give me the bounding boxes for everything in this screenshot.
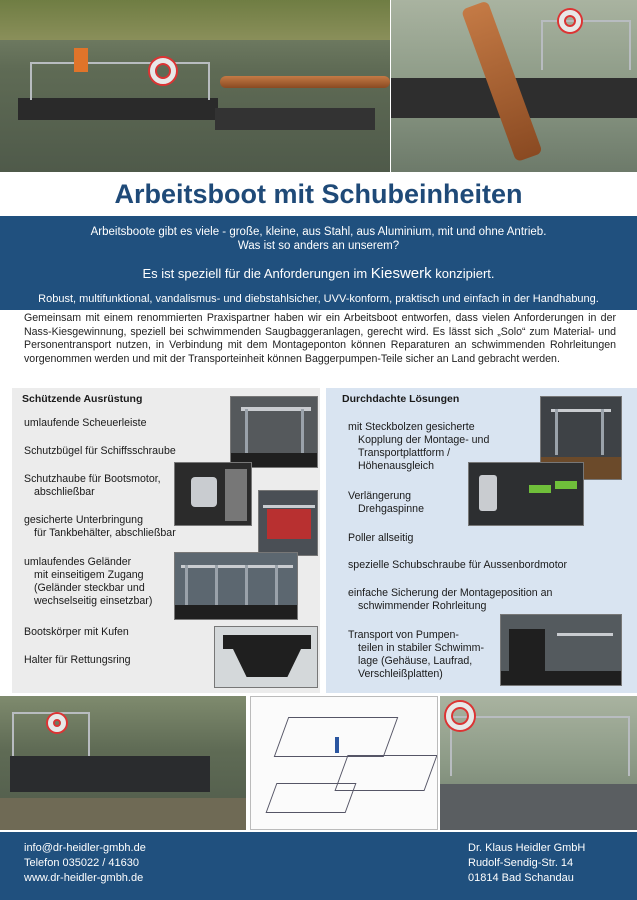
- right-feature-item-line: Poller allseitig: [348, 532, 414, 544]
- photo-railing: [174, 552, 298, 620]
- right-feature-item-line: Verlängerung: [348, 490, 412, 502]
- left-feature-item-line: für Tankbehälter, abschließbar: [34, 527, 176, 539]
- left-feature-item-line: Schutzhaube für Bootsmotor,: [24, 473, 161, 485]
- band-line-2: Was ist so anders an unserem?: [237, 240, 400, 252]
- right-feature-item-line: Transport von Pumpen-: [348, 629, 459, 641]
- right-feature-item: [348, 532, 413, 545]
- band-line-4: Robust, multifunktional, vandalismus- und diebstahlsicher, UVV-konform, praktisch und einfach in der Handhabung.: [38, 293, 599, 305]
- right-feature-item: [348, 629, 484, 681]
- intro-band: [0, 216, 637, 310]
- left-feature-item-line: umlaufende Scheuerleiste: [24, 417, 147, 429]
- photo-transport-unit: [500, 614, 622, 686]
- band-line-3: [0, 266, 637, 282]
- left-feature-item-line: Schutzbügel für Schiffsschraube: [24, 445, 176, 457]
- right-feature-item-line: Höhenausgleich: [358, 460, 434, 472]
- intro-paragraph: Gemeinsam mit einem renommierten Praxispartner haben wir ein Arbeitsboot entworfen, dass vielen Anforderungen in der Nass-Kiesgewinnung, speziell bei schwimmenden Saugbaggeranlagen, gerecht wird. Es lässt sich „Solo“ zum Material- und Personentransport nutzen, in Verbindung mit dem Montageponton können Reparaturen an schwimmenden Rohrleitungen vorgenommen werden und mit der Transporteinheit können Baggerpumpen-Teile sicher an Land gebracht werden.: [24, 312, 616, 365]
- band-line-3-pre: Es ist speziell für die Anforderungen im: [142, 266, 371, 281]
- left-feature-item-line: umlaufendes Geländer: [24, 556, 132, 568]
- bottom-drawing-technical: [250, 696, 438, 830]
- footer-city: 01814 Bad Schandau: [468, 872, 574, 884]
- left-feature-item-line: mit einseitigem Zugang: [34, 569, 144, 581]
- right-feature-item: [348, 490, 424, 516]
- footer-street: Rudolf-Sendig-Str. 14: [468, 857, 574, 869]
- footer-contact: [24, 841, 146, 886]
- footer-address: [468, 841, 585, 886]
- band-line-3-post: konzipiert.: [431, 266, 495, 281]
- right-feature-item-line: spezielle Schubschraube für Aussenbordmotor: [348, 559, 568, 571]
- right-feature-item-line: teilen in stabiler Schwimm-: [358, 642, 484, 654]
- page-title: Arbeitsboot mit Schubeinheiten: [114, 179, 523, 209]
- footer: [0, 832, 637, 900]
- left-feature-item-line: gesicherte Unterbringung: [24, 514, 143, 526]
- left-feature-item: [24, 556, 152, 608]
- photo-scheuerleiste: [230, 396, 318, 468]
- left-feature-item: [24, 654, 131, 667]
- left-feature-item-line: (Geländer steckbar und: [34, 582, 145, 594]
- right-feature-item-line: mit Steckbolzen gesicherte: [348, 421, 475, 433]
- photo-drehgaspinne: [468, 462, 584, 526]
- photo-motor-cover: [174, 462, 252, 526]
- bottom-photo-boat-railing: [440, 696, 637, 830]
- right-feature-item-line: schwimmender Rohrleitung: [358, 600, 487, 612]
- right-panel-heading: Durchdachte Lösungen: [342, 393, 460, 405]
- footer-company: Dr. Klaus Heidler GmbH: [468, 842, 586, 854]
- photo-hull-skids: [214, 626, 318, 688]
- right-feature-item-line: Verschleißplatten): [358, 668, 443, 680]
- footer-email[interactable]: info@dr-heidler-gmbh.de: [24, 842, 146, 854]
- left-feature-item: [24, 417, 147, 430]
- right-feature-item: [348, 587, 552, 613]
- right-feature-item-line: Transportplattform /: [358, 447, 451, 459]
- top-photo-boat-left: [0, 0, 390, 172]
- bottom-photo-boat-water: [0, 696, 246, 830]
- left-feature-item-line: abschließbar: [34, 486, 95, 498]
- right-feature-item-line: einfache Sicherung der Montageposition an: [348, 587, 553, 599]
- right-feature-item-line: lage (Gehäuse, Laufrad,: [358, 655, 473, 667]
- footer-phone: Telefon 035022 / 41630: [24, 857, 139, 869]
- left-feature-item-line: wechselseitig einsetzbar): [34, 595, 153, 607]
- band-line-1: Arbeitsboote gibt es viele - große, kleine, aus Stahl, aus Aluminium, mit und ohne Antrieb.: [90, 226, 547, 238]
- top-photo-pipeline-right: [391, 0, 637, 172]
- photo-tank-box: [258, 490, 318, 556]
- left-feature-item: [24, 473, 161, 499]
- left-panel-heading: Schützende Ausrüstung: [22, 393, 143, 405]
- right-feature-item-line: Drehgaspinne: [358, 503, 424, 515]
- band-keyword: Kieswerk: [370, 265, 432, 282]
- left-feature-item-line: Halter für Rettungsring: [24, 654, 131, 666]
- left-feature-item: [24, 514, 176, 540]
- right-feature-item: [348, 559, 567, 572]
- right-feature-item-line: Kopplung der Montage- und: [358, 434, 490, 446]
- left-feature-item: [24, 626, 129, 639]
- left-feature-item: [24, 445, 176, 458]
- left-feature-item-line: Bootskörper mit Kufen: [24, 626, 129, 638]
- footer-website[interactable]: www.dr-heidler-gmbh.de: [24, 872, 144, 884]
